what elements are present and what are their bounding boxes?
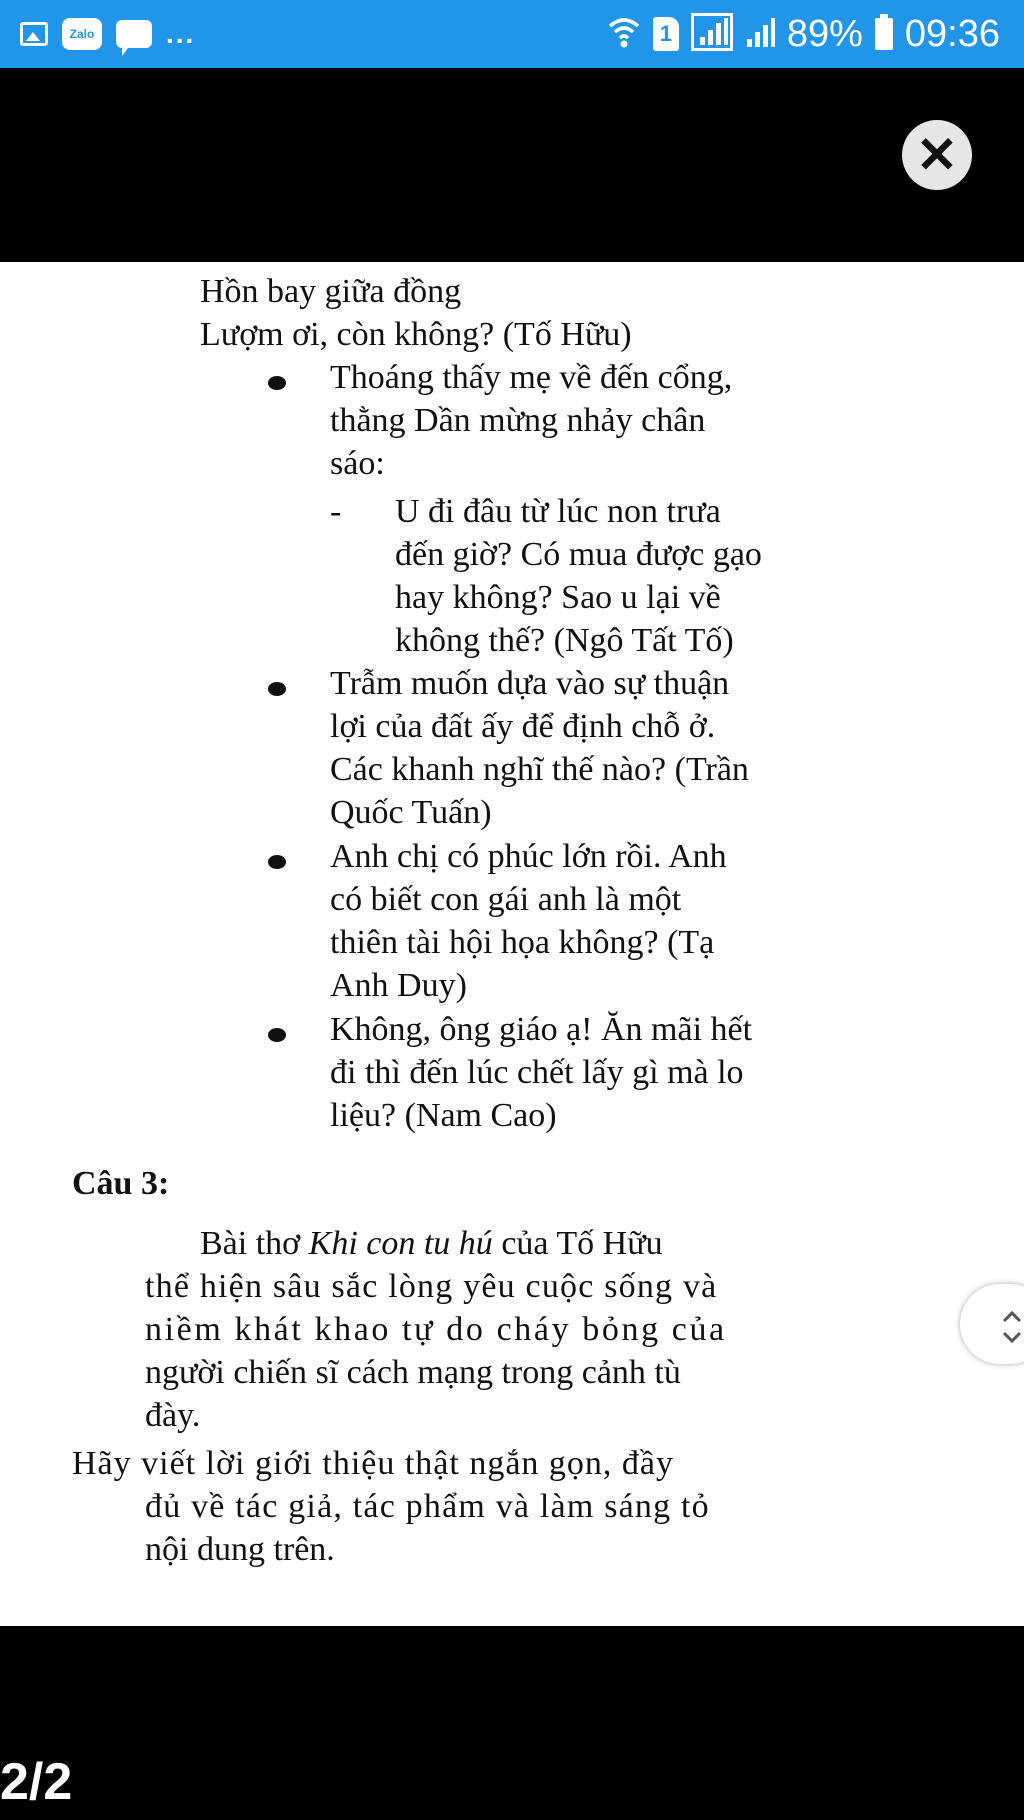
bullet-line: thằng Dần mừng nhảy chân [330,402,706,439]
clock: 09:36 [904,13,1000,55]
gallery-icon [20,22,48,46]
zalo-icon: Zalo [62,18,102,50]
paragraph-line: người chiến sĩ cách mạng trong cảnh tù [145,1354,681,1391]
chat-icon [116,20,152,48]
paragraph-line: thể hiện sâu sắc lòng yêu cuộc sống và [145,1268,718,1305]
bullet-line: đi thì đến lúc chết lấy gì mà lo [330,1054,744,1091]
bullet-icon [268,1028,286,1042]
close-button[interactable] [902,120,972,190]
bullet-line: có biết con gái anh là một [330,881,682,918]
bullet-line: Các khanh nghĩ thế nào? (Trần [330,751,749,788]
dialogue-line: U đi đâu từ lúc non trưa [395,493,721,530]
page-indicator: 2/2 [0,1753,73,1811]
bullet-line: thiên tài hội họa không? (Tạ [330,924,715,961]
question-label: Câu 3: [72,1165,170,1202]
document-page [0,262,1024,1626]
bullet-icon [268,376,286,390]
more-notifications: ... [166,18,196,49]
paragraph-line: niềm khát khao tự do cháy bỏng của [145,1311,727,1348]
chevron-up-icon [1002,1304,1024,1324]
chevron-down-icon [1002,1324,1024,1344]
battery-icon [875,18,893,50]
bullet-line: Trẫm muốn dựa vào sự thuận [330,665,730,702]
bullet-line: Quốc Tuấn) [330,794,492,831]
task-line: Hãy viết lời giới thiệu thật ngắn gọn, đầy [72,1445,675,1482]
signal-icon-2 [745,15,775,54]
bullet-line: Anh chị có phúc lớn rồi. Anh [330,838,727,875]
bullet-icon [268,682,286,696]
system-icons [607,10,1000,58]
close-icon: ✕ [916,127,958,183]
poem-line: Lượm ơi, còn không? (Tố Hữu) [200,316,632,353]
dialogue-line: không thế? (Ngô Tất Tố) [395,622,734,659]
notification-icons [20,14,195,54]
bullet-line: Thoáng thấy mẹ về đến cổng, [330,359,733,396]
bullet-line: Không, ông giáo ạ! Ăn mãi hết [330,1011,753,1048]
task-line: nội dung trên. [145,1531,335,1568]
poem-line: Hồn bay giữa đồng [200,273,462,310]
bullet-line: sáo: [330,445,385,482]
battery-percent: 89% [786,13,863,55]
task-line: đủ về tác giả, tác phẩm và làm sáng tỏ [145,1488,710,1525]
paragraph-text: của Tố Hữu [492,1225,663,1262]
bullet-icon [268,855,286,869]
dash-marker: - [330,493,342,530]
signal-icon [691,13,733,56]
poem-title: Khi con tu hú [308,1225,493,1262]
bullet-line: Anh Duy) [330,967,467,1004]
status-bar [0,0,1024,68]
bullet-line: lợi của đất ấy để định chỗ ở. [330,708,716,745]
paragraph-line [200,1222,955,1265]
paragraph-prefix: Bài thơ [200,1225,309,1262]
paragraph-line: đày. [145,1397,201,1434]
bullet-line: liệu? (Nam Cao) [330,1097,557,1134]
wifi-icon [607,14,641,55]
dialogue-line: hay không? Sao u lại về [395,579,721,616]
sim-icon: 1 [653,17,679,51]
dialogue-line: đến giờ? Có mua được gạo [395,536,762,573]
